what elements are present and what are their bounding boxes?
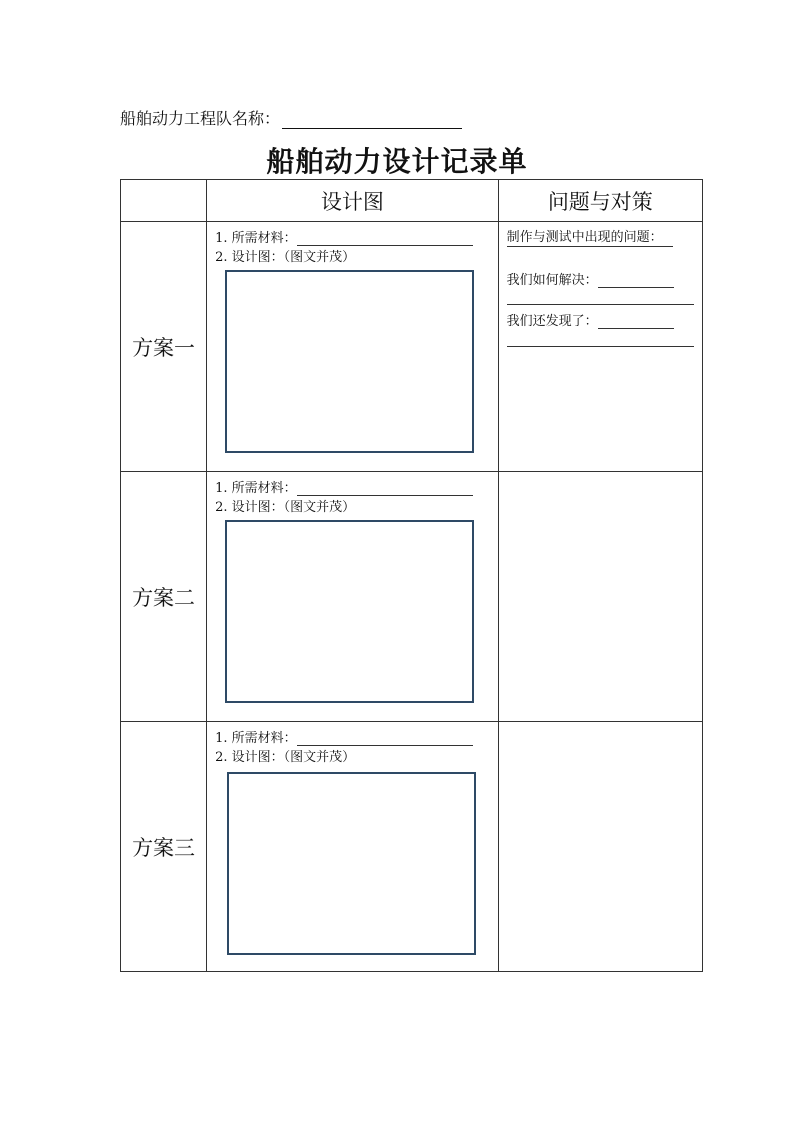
- table-row: [121, 472, 703, 722]
- materials-line: [215, 227, 473, 246]
- found-field-extra[interactable]: [507, 346, 694, 347]
- design-record-table: [120, 179, 703, 972]
- design-drawing-line: [215, 746, 355, 765]
- design-drawing-line: [215, 496, 355, 515]
- issues-cell[interactable]: [498, 722, 702, 972]
- table-header-row: [121, 180, 703, 222]
- materials-field[interactable]: [297, 730, 473, 746]
- found-field[interactable]: [598, 313, 674, 329]
- materials-field[interactable]: [297, 230, 473, 246]
- found-label: 我们还发现了：: [506, 314, 598, 329]
- solve-field[interactable]: [598, 272, 674, 288]
- issues-cell[interactable]: [498, 472, 702, 722]
- materials-label: 1. 所需材料：: [215, 231, 297, 246]
- design-column-header: 设计图: [207, 180, 499, 222]
- problem-field[interactable]: [507, 246, 673, 247]
- problem-label: 制作与测试中出现的问题：: [506, 230, 663, 245]
- design-drawing-label: 2. 设计图：（图文并茂）: [215, 500, 356, 515]
- team-name-field[interactable]: [282, 110, 462, 129]
- issues-column-header: 问题与对策: [498, 180, 702, 222]
- solve-label: 我们如何解决：: [506, 273, 598, 288]
- solve-field-extra[interactable]: [507, 304, 694, 305]
- team-name-label: 船舶动力工程队名称：: [120, 109, 281, 128]
- solve-line: [507, 269, 674, 288]
- design-cell: [207, 472, 499, 722]
- corner-cell: [121, 180, 207, 222]
- plan-label: 方案一: [121, 222, 207, 472]
- team-name-line: [120, 106, 462, 129]
- design-cell: [207, 722, 499, 972]
- issues-cell: [498, 222, 702, 472]
- drawing-box[interactable]: [225, 270, 474, 453]
- found-line: [507, 310, 674, 329]
- design-drawing-label: 2. 设计图：（图文并茂）: [215, 250, 356, 265]
- plan-label: 方案三: [121, 722, 207, 972]
- problem-line: [507, 226, 663, 245]
- plan-label: 方案二: [121, 472, 207, 722]
- materials-label: 1. 所需材料：: [215, 731, 297, 746]
- drawing-box[interactable]: [227, 772, 476, 955]
- materials-line: [215, 727, 473, 746]
- table-row: [121, 222, 703, 472]
- design-cell: [207, 222, 499, 472]
- materials-field[interactable]: [297, 480, 473, 496]
- design-drawing-label: 2. 设计图：（图文并茂）: [215, 750, 356, 765]
- table-row: [121, 722, 703, 972]
- drawing-box[interactable]: [225, 520, 474, 703]
- document-title: 船舶动力设计记录单: [266, 145, 528, 178]
- design-drawing-line: [215, 246, 355, 265]
- materials-label: 1. 所需材料：: [215, 481, 297, 496]
- materials-line: [215, 477, 473, 496]
